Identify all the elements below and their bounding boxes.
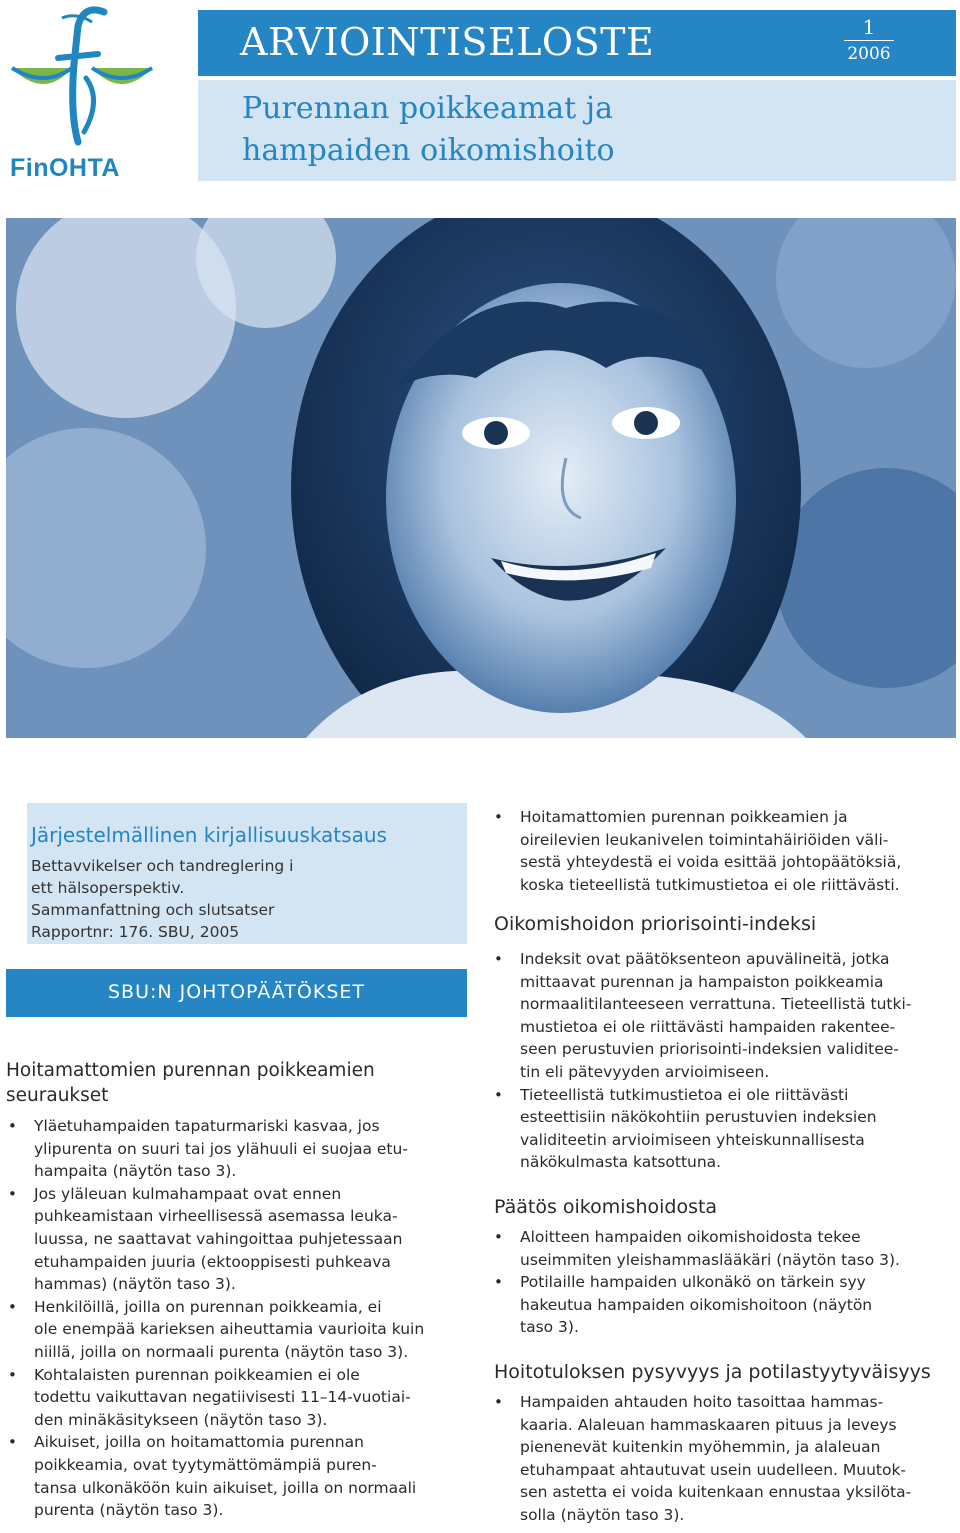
- cover-photo: [6, 218, 956, 738]
- bullet-icon: •: [494, 808, 503, 826]
- conclusions-heading: SBU:N JOHTOPÄÄTÖKSET: [107, 981, 366, 1003]
- document-subtitle: [242, 88, 615, 172]
- list-item: • Tieteellistä tutkimustietoa ei ole riittävästi esteettisiin näkökohtiin perustuvien indeksien validiteetin arvioimiseen yhteiskunnallisesta näkökulmasta katsottuna.: [494, 1085, 877, 1172]
- source-reference: [31, 855, 293, 943]
- decision-list: [492, 1226, 952, 1339]
- bullet-icon: •: [494, 950, 503, 968]
- source-line: ett hälsoperspektiv.: [31, 879, 185, 897]
- list-item: • Indeksit ovat päätöksenteon apuvälineitä, jotka mittaavat purennan ja hampaiston poikkeamia normaalitilanteeseen verrattuna. Tieteellistä tutki- mustietoa ei ole riittävästi hampaiden rakentee- seen perustuvien priorisointi-indeksien validitee- tin eli pätevyyden arvioimiseen.: [494, 950, 912, 1081]
- outcome-list: [492, 1391, 952, 1527]
- source-info-box: [27, 803, 467, 944]
- child-portrait-image: [6, 218, 956, 738]
- bullet-icon: •: [494, 1273, 503, 1292]
- section-heading-priority-index: Oikomishoidon priorisointi-indeksi: [494, 913, 817, 935]
- consequences-list: [6, 1115, 468, 1522]
- header-banner: [198, 10, 956, 76]
- document-type-title: ARVIOINTISELOSTE: [240, 20, 655, 64]
- subtitle-line-2: hampaiden oikomishoito: [242, 133, 615, 168]
- intro-list: [492, 806, 952, 896]
- list-item: • Aloitteen hampaiden oikomishoidosta tekee useimmiten yleishammaslääkäri (näytön taso 3).: [494, 1228, 900, 1269]
- bullet-icon: •: [8, 1433, 17, 1452]
- conclusions-bar: [6, 969, 467, 1017]
- issue-number: 1: [844, 14, 894, 41]
- scales-icon: [6, 4, 156, 154]
- priority-index-list: [492, 948, 952, 1174]
- list-item: • Aikuiset, joilla on hoitamattomia purennan poikkeamia, ovat tyytymättömämpiä puren- tansa ulkonäköön kuin aikuiset, joilla on normaali purenta (näytön taso 3).: [8, 1433, 417, 1520]
- logo-text: FinOHTA: [10, 154, 120, 182]
- list-item: • Hampaiden ahtauden hoito tasoittaa hammas- kaaria. Alaleuan hammaskaaren pituus ja leveys pienenevät kuitenkin myöhemmin, ja alaleuan etuhampaat ahtautuvat usein uudelleen. Muutok- sen astetta ei voida kuitenkaan ennustaa yksilötа- solla (näytön taso 3).: [494, 1393, 912, 1524]
- bullet-icon: •: [8, 1297, 17, 1316]
- list-item: • Jos yläleuan kulmahampaat ovat ennen puhkeamistaan virheellisessä asemassa leuka- luussa, ne saattavat vahingoittaa puhjetessaan etuhampaiden juuria (ektooppisesti puhkeava hammas) (näytön taso 3).: [8, 1184, 403, 1294]
- section-heading-consequences: Hoitamattomien purennan poikkeamien seuraukset: [6, 1060, 375, 1106]
- review-type-title: Järjestelmällinen kirjallisuuskatsaus: [31, 823, 387, 847]
- bullet-icon: •: [494, 1393, 503, 1411]
- bullet-icon: •: [494, 1085, 503, 1104]
- bullet-icon: •: [8, 1184, 17, 1203]
- issue-year: 2006: [847, 44, 891, 64]
- subtitle-line-1: Purennan poikkeamat ja: [242, 91, 613, 126]
- source-line: Rapportnr: 176. SBU, 2005: [31, 923, 240, 941]
- section-heading-outcome: Hoitotuloksen pysyvyys ja potilastyytyväisyys: [494, 1361, 931, 1383]
- list-item: • Hoitamattomien purennan poikkeamien ja oireilevien leukanivelen toimintahäiriöiden väli- sestä yhteydestä ei voida esittää johtopäätöksiä, koska tieteellistä tutkimustietoa ei ole riittävästi.: [494, 808, 902, 894]
- list-item: • Potilaille hampaiden ulkonäkö on tärkein syy hakeutua hampaiden oikomishoitoon (näytön taso 3).: [494, 1273, 873, 1337]
- finohta-logo: [6, 4, 156, 184]
- list-item: • Henkilöillä, joilla on purennan poikkeamia, ei ole enempää karieksen aiheuttamia vaurioita kuin niillä, joilla on normaali purenta (näytön taso 3).: [8, 1297, 425, 1361]
- list-item: • Kohtalaisten purennan poikkeamien ei ole todettu vaikuttavan negatiivisesti 11–14-vuotiai- den minäkäsitykseen (näytön taso 3).: [8, 1365, 411, 1429]
- bullet-icon: •: [8, 1117, 17, 1135]
- bullet-icon: •: [8, 1365, 17, 1384]
- subtitle-banner: [198, 80, 956, 181]
- source-line: Bettavvikelser och tandreglering i: [31, 857, 294, 875]
- section-heading-decision: Päätös oikomishoidosta: [494, 1196, 718, 1218]
- bullet-icon: •: [494, 1228, 503, 1246]
- source-line: Sammanfattning och slutsatser: [31, 901, 275, 919]
- issue-badge: [844, 14, 894, 67]
- list-item: • Yläetuhampaiden tapaturmariski kasvaa, jos ylipurenta on suuri tai jos ylähuuli ei suojaa etu- hampaita (näytön taso 3).: [8, 1117, 408, 1181]
